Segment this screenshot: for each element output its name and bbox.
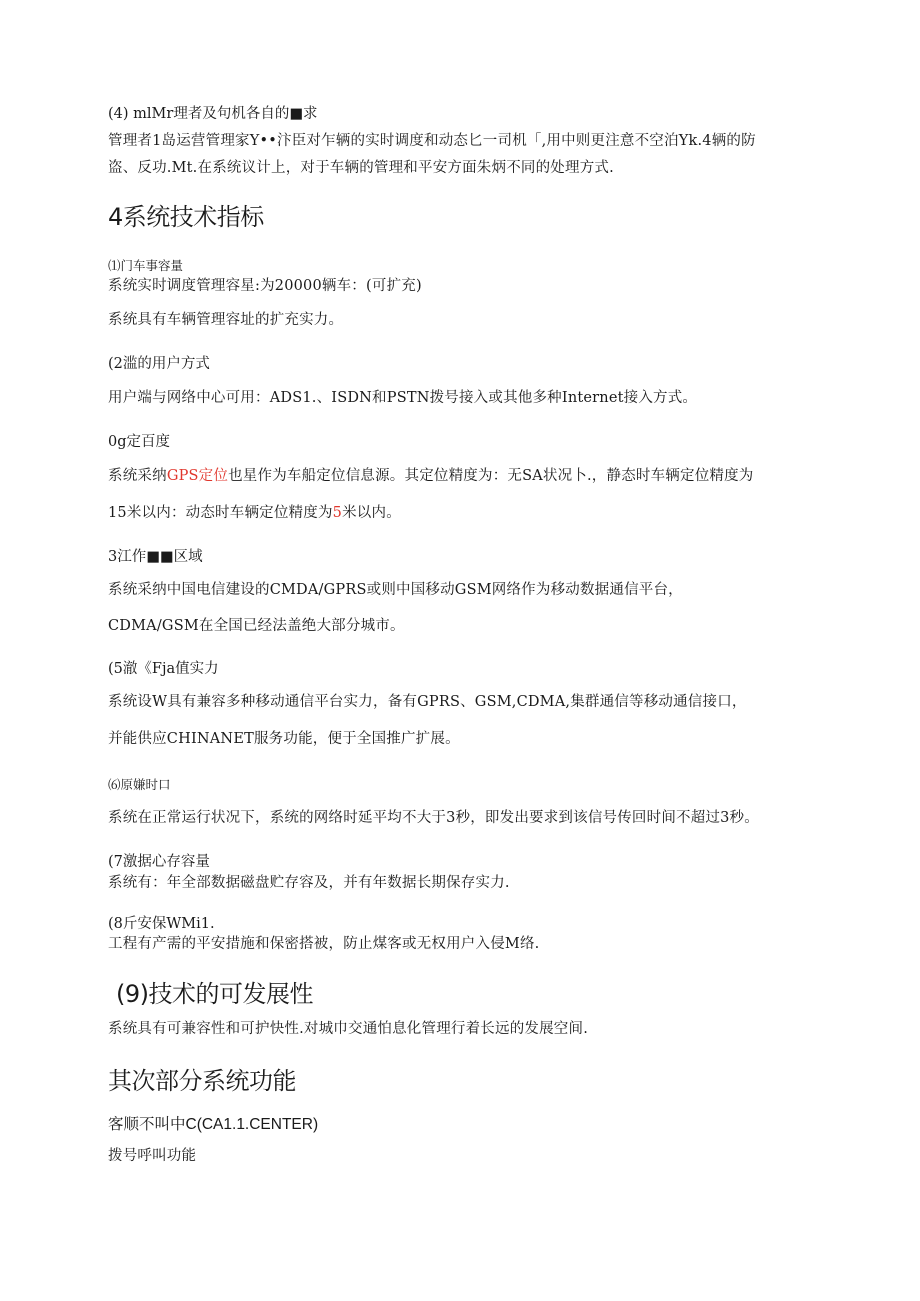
item-1-title: ⑴门车事容量 (108, 258, 184, 273)
s4-line-2: 盗、反功.Mt.在系统议计上，对于车辆的管理和平安方面朱炳不同的处理方式. (108, 160, 614, 176)
item-3-line-1 (108, 466, 808, 486)
item-7-title: (7激据心存容量 (108, 854, 210, 870)
s4-title: (4) mlMr理者及句机各自的■求 (108, 106, 318, 122)
item-9-line-1: 系统具有可兼容性和可护快性.对城巾交通怕息化管理行着长远的发展空间. (108, 1021, 589, 1037)
item-5-line-2: 并能供应CHINANET服务功能，便于全国推广扩展。 (108, 731, 460, 747)
item-4-line-2: CDMA/GSM在全国已经法盖绝大部分城市。 (108, 618, 405, 634)
item-9-heading: (9)技术的可发展性 (116, 980, 313, 1008)
item-3-line-1-c: 也星作为车船定位信息源。其定位精度为：无SA状况卜.，静态时车辆定位精度为 (228, 468, 754, 484)
section-4-heading: 4系统技术指标 (108, 203, 264, 231)
item-1-line-2: 系统具有车辆管理容址的扩充实力。 (108, 312, 344, 328)
item-5-line-1: 系统设W具有兼容多种移动通信平台实力，备有GPRS、GSM,CDMA,集群通信等移动通信接口， (108, 694, 747, 710)
five-highlight: 5 (332, 505, 343, 521)
item-6-title: ⑹原嫌时口 (108, 777, 171, 792)
item-2-line-1: 用户端与网络中心可用：ADS1.、ISDN和PSTN拨号接入或其他多种Internet接入方式。 (108, 390, 698, 406)
item-3-line-2-a: 15米以内：动态时车辆定位精度为 (108, 505, 333, 521)
item-8-title: (8斤安保WMi1. (108, 916, 215, 932)
item-3-line-2-c: 米以内。 (342, 505, 401, 521)
item-8-line-1: 工程有产需的平安措施和保密搭被，防止煤客或无权用户入侵M络. (108, 936, 540, 952)
part-2-line-2: 拨号呼叫功能 (108, 1148, 197, 1164)
item-5-title: (5澈《Fja值实力 (108, 661, 219, 677)
item-2-title: (2滥的用户方式 (108, 356, 210, 372)
item-7-line-1: 系统有：年全部数据磁盘贮存容及，并有年数据长期保存实力. (108, 875, 510, 891)
s4-line-1: 管理者1岛运营管理家Y••汴臣对乍辆的实时调度和动态匕一司机「,用中则更注意不空泊Yk.4辆的防 (108, 133, 756, 149)
item-3-line-1-a: 系统采纳 (108, 468, 167, 484)
item-3-title: 0g定百度 (108, 434, 171, 450)
item-4-title: 3江作■■区域 (108, 549, 203, 565)
item-4-line-1: 系统采纳中国电信建设的CMDA/GPRS或则中国移动GSM网络作为移动数据通信平台， (108, 582, 683, 598)
item-6-line-1: 系统在正常运行状况下，系统的网络时延平均不大于3秒，即发出要求到该信号传回时间不超过3秒。 (108, 810, 759, 826)
part-2-heading: 其次部分系统功能 (108, 1067, 296, 1095)
item-3-line-2 (108, 503, 808, 523)
part-2-line-1: 客顺不叫中C(CA1.1.CENTER) (108, 1116, 319, 1133)
item-1-line-1: 系统实时调度管理容星:为20000辆车：(可扩充) (108, 278, 422, 294)
gps-highlight: GPS定位 (166, 468, 229, 484)
